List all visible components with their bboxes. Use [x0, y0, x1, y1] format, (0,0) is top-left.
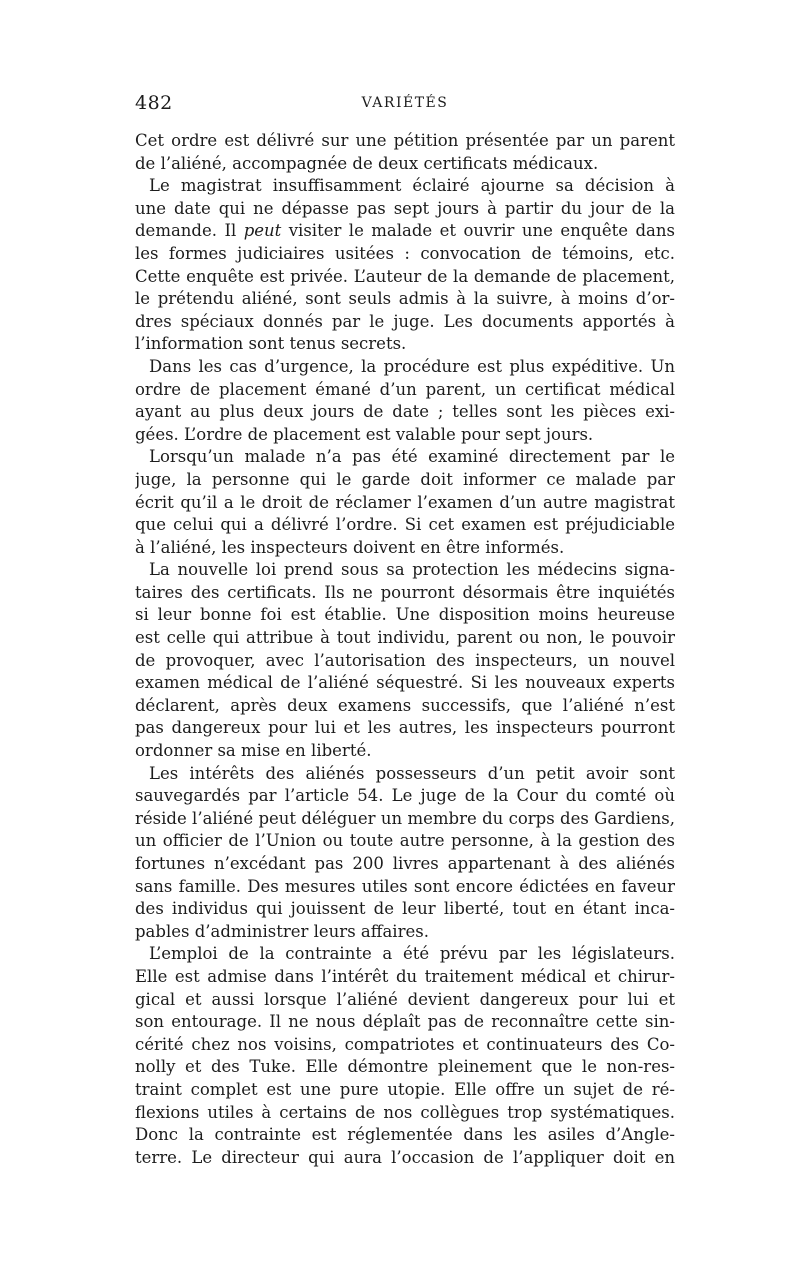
text-line: gical et aussi lorsque l’aliéné devient dangereux pour lui et	[135, 989, 675, 1009]
text-line: sans famille. Des mesures utiles sont encore édictées en faveur	[135, 876, 675, 896]
text-line: terre. Le directeur qui aura l’occasion de l’appliquer doit en	[135, 1147, 675, 1167]
text-line: Le magistrat insuffisamment éclairé ajourne sa décision à	[149, 176, 675, 196]
text-line: des individus qui jouissent de leur liberté, tout en étant inca-	[135, 899, 675, 919]
text-line: gées. L’ordre de placement est valable pour sept jours.	[135, 424, 594, 444]
text-line: Les intérêts des aliénés possesseurs d’un petit avoir sont	[149, 763, 675, 783]
text-line: Cette enquête est privée. L’auteur de la demande de placement,	[135, 266, 675, 286]
text-line: le prétendu aliéné, sont seuls admis à la suivre, à moins d’or-	[135, 289, 675, 309]
text-line: écrit qu’il a le droit de réclamer l’examen d’un autre magistrat	[135, 492, 675, 512]
text-line: fortunes n’excédant pas 200 livres appartenant à des aliénés	[135, 854, 675, 873]
text-line: dres spéciaux donnés par le juge. Les documents apportés à	[135, 311, 675, 331]
text-line: L’emploi de la contrainte a été prévu par les législateurs.	[149, 944, 675, 964]
text-line: Elle est admise dans l’intérêt du traitement médical et chirur-	[135, 966, 675, 986]
text-line: une date qui ne dépasse pas sept jours à partir du jour de la	[135, 198, 675, 218]
text-line: un officier de l’Union ou toute autre personne, à la gestion des	[135, 831, 675, 851]
text-line: pas dangereux pour lui et les autres, les inspecteurs pourront	[135, 718, 675, 738]
text-line: les formes judiciaires usitées : convocation de témoins, etc.	[135, 243, 675, 263]
text-line: l’information sont tenus secrets.	[135, 334, 407, 354]
text-line: ordonner sa mise en liberté.	[135, 741, 372, 761]
text-line: Dans les cas d’urgence, la procédure est plus expéditive. Un	[149, 356, 675, 376]
text-line: ordre de placement émané d’un parent, un certificat médical	[135, 379, 675, 399]
text-line: Lorsqu’un malade n’a pas été examiné directement par le	[149, 447, 675, 467]
text-line: à l’aliéné, les inspecteurs doivent en être informés.	[135, 537, 565, 557]
text-line: cérité chez nos voisins, compatriotes et continuateurs des Co-	[135, 1034, 675, 1054]
text-line-with-emphasis: demande. Il peut visiter le malade et ouvrir une enquête dans	[135, 221, 675, 241]
section-title: VARIÉTÉS	[361, 95, 449, 111]
text-line: sauvegardés par l’article 54. Le juge de la Cour du comté où	[135, 786, 675, 806]
text-line: son entourage. Il ne nous déplaît pas de reconnaître cette sin-	[135, 1012, 675, 1032]
text-line: est celle qui attribue à tout individu, parent ou non, le pouvoir	[135, 628, 675, 648]
body-text	[135, 130, 675, 1169]
text-line: taires des certificats. Ils ne pourront désormais être inquiétés	[135, 582, 675, 602]
text-line: déclarent, après deux examens successifs, que l’aliéné n’est	[135, 695, 675, 715]
text-line: ayant au plus deux jours de date ; telles sont les pièces exi-	[135, 402, 675, 422]
text-line: que celui qui a délivré l’ordre. Si cet examen est préjudiciable	[135, 515, 675, 535]
text-line: flexions utiles à certains de nos collègues trop systématiques.	[135, 1102, 675, 1122]
text-line: nolly et des Tuke. Elle démontre pleinement que le non-res-	[135, 1057, 675, 1077]
text-line: La nouvelle loi prend sous sa protection les médecins signa-	[149, 560, 675, 580]
running-head	[135, 92, 675, 122]
text-line: juge, la personne qui le garde doit informer ce malade par	[135, 469, 675, 489]
text-line: de provoquer, avec l’autorisation des inspecteurs, un nouvel	[135, 650, 675, 670]
emphasis: peut	[243, 221, 282, 241]
text-line: examen médical de l’aliéné séquestré. Si les nouveaux experts	[135, 673, 675, 693]
text-line: si leur bonne foi est établie. Une disposition moins heureuse	[135, 605, 675, 625]
book-page	[135, 92, 675, 1169]
text-line: traint complet est une pure utopie. Elle offre un sujet de ré-	[135, 1079, 675, 1099]
text-line: de l’aliéné, accompagnée de deux certificats médicaux.	[135, 153, 599, 173]
text-line: Donc la contrainte est réglementée dans les asiles d’Angle-	[135, 1125, 675, 1145]
text-line: pables d’administrer leurs affaires.	[135, 921, 429, 941]
page-number: 482	[135, 92, 173, 114]
text-line: Cet ordre est délivré sur une pétition présentée par un parent	[135, 131, 675, 150]
text-line: réside l’aliéné peut déléguer un membre du corps des Gardiens,	[135, 808, 675, 828]
